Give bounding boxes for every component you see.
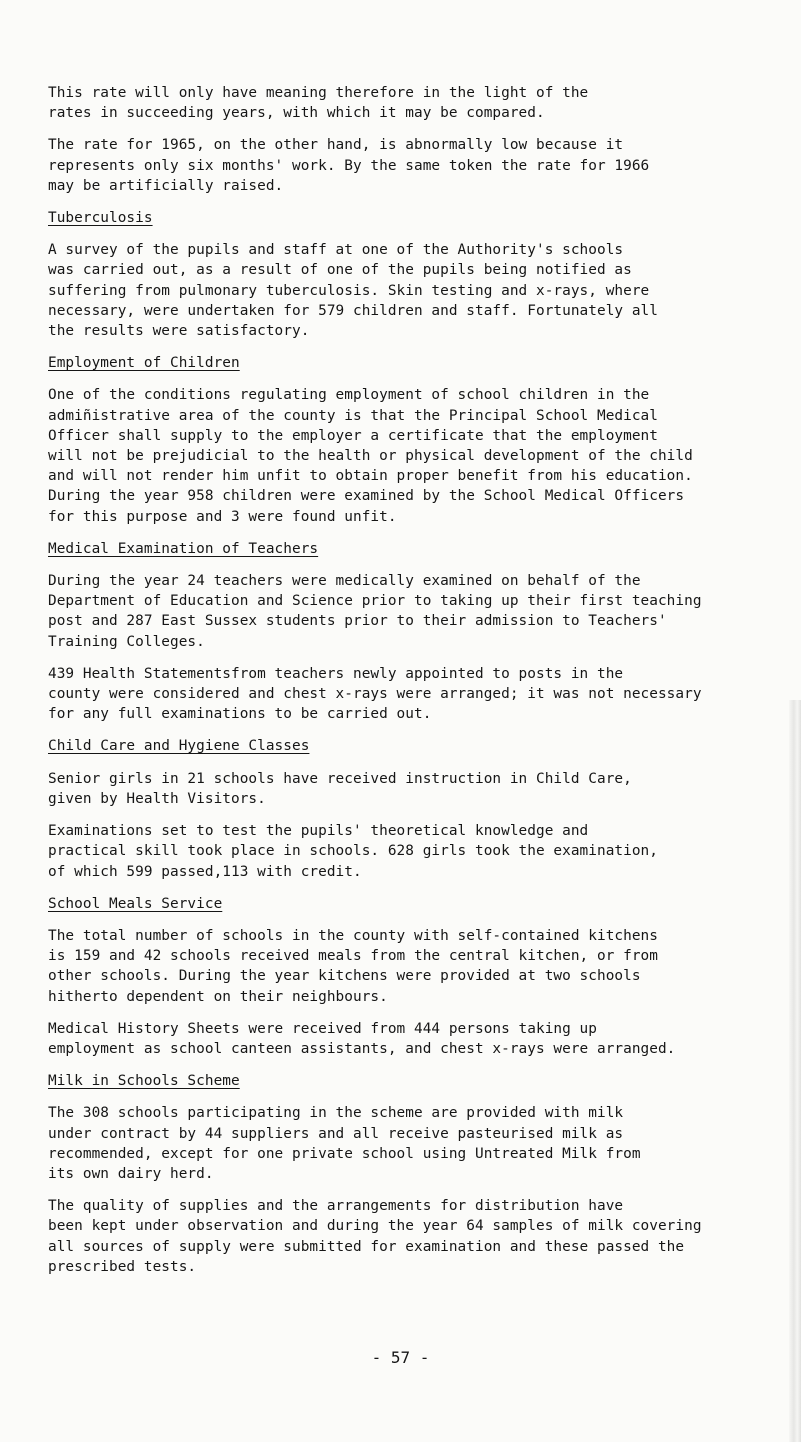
section-paragraph: One of the conditions regulating employment of school children in the admiñistrative area of the county is that the Principal School Medical Officer shall supply to the employer a certificate that the employment will not be prejudicial to the health or physical development of the child and will not render him unfit to obtain proper benefit from his education. During the year 958 children were examined by the School Medical Officers for this purpose and 3 were found unfit. — [48, 387, 693, 525]
section-tuberculosis — [48, 208, 788, 341]
section-paragraph: A survey of the pupils and staff at one of the Authority's schools was carried out, as a result of one of the pupils being notified as suffering from pulmonary tuberculosis. Skin testing and x-rays, where necessary, were undertaken for 579 children and staff. Fortunately all the results were satisfactory. — [48, 242, 658, 340]
section-paragraph: Senior girls in 21 schools have received instruction in Child Care, given by Health Visitors. — [48, 770, 632, 807]
section-milk-in-schools — [48, 1071, 788, 1277]
section-paragraph: Examinations set to test the pupils' theoretical knowledge and practical skill took place in schools. 628 girls took the examination, of which 599 passed,113 with credit. — [48, 823, 658, 880]
intro-paragraph-2: The rate for 1965, on the other hand, is abnormally low because it represents only six months' work. By the same token the rate for 1966 may be artificially raised. — [48, 137, 650, 194]
section-heading: Tuberculosis — [48, 210, 153, 227]
section-heading: Medical Examination of Teachers — [48, 540, 319, 557]
section-school-meals-service — [48, 894, 788, 1059]
section-heading: School Meals Service — [48, 895, 223, 912]
section-heading: Milk in Schools Scheme — [48, 1073, 240, 1090]
section-paragraph: The quality of supplies and the arrangements for distribution have been kept under observation and during the year 64 samples of milk covering all sources of supply were submitted for examination and these passed the prescribed tests. — [48, 1198, 702, 1275]
intro-paragraph-1: This rate will only have meaning therefore in the light of the rates in succeeding years, with which it may be compared. — [48, 85, 589, 122]
section-paragraph: The total number of schools in the county with self-contained kitchens is 159 and 42 schools received meals from the central kitchen, or from other schools. During the year kitchens were provided at two schools hitherto dependent on their neighbours. — [48, 927, 658, 1005]
section-paragraph: Medical History Sheets were received from 444 persons taking up employment as school canteen assistants, and chest x-rays were arranged. — [48, 1020, 676, 1057]
page-edge-shadow — [789, 700, 801, 1442]
section-heading: Employment of Children — [48, 355, 240, 372]
document-body — [48, 83, 788, 1289]
section-employment-of-children — [48, 353, 788, 527]
section-paragraph: The 308 schools participating in the scheme are provided with milk under contract by 44 suppliers and all receive pasteurised milk as recommended, except for one private school using Untreated Milk from its own dairy herd. — [48, 1105, 641, 1182]
section-paragraph: During the year 24 teachers were medically examined on behalf of the Department of Education and Science prior to taking up their first teaching post and 287 East Sussex students prior to their admission to Teachers' Training Colleges. — [48, 573, 702, 650]
section-heading: Child Care and Hygiene Classes — [48, 738, 310, 755]
section-medical-examination-of-teachers — [48, 539, 788, 725]
section-paragraph: 439 Health Statementsfrom teachers newly appointed to posts in the county were considered and chest x-rays were arranged; it was not necessary for any full examinations to be carried out. — [48, 665, 702, 723]
section-child-care-and-hygiene — [48, 736, 788, 881]
page-number: - 57 - — [371, 1348, 430, 1367]
